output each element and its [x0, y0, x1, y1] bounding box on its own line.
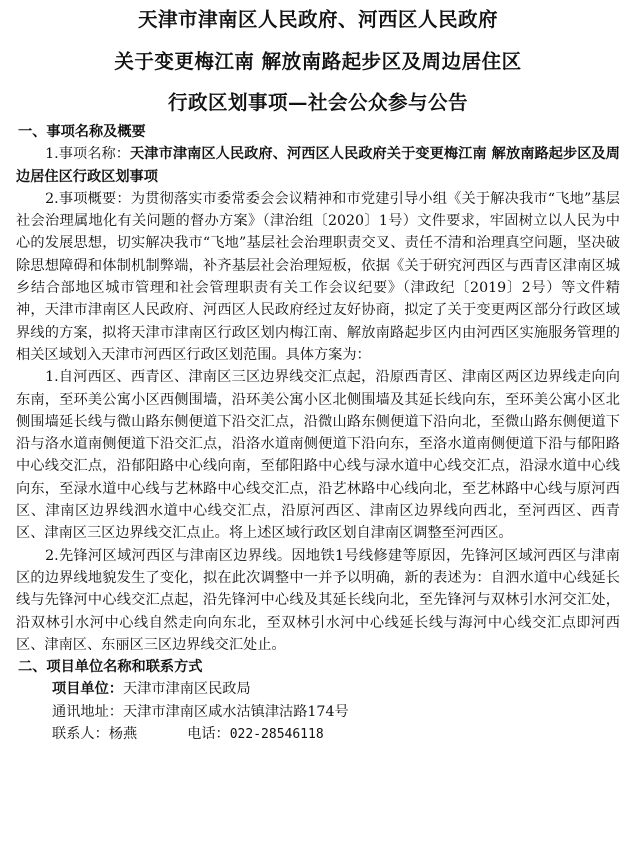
title-line-3: 行政区划事项—社会公众参与公告: [167, 91, 468, 114]
contact-person-label: 联系人：: [52, 726, 109, 743]
section-1-heading: 一、事项名称及概要: [18, 124, 146, 140]
title-line-2: 关于变更梅江南 解放南路起步区及周边居住区: [114, 50, 522, 73]
plan-point-2: 2.先锋河区域河西区与津南区边界线。因地铁1号线修建等原因，先锋河区域河西区与津南区的边界线地貌发生了变化，拟在此次调整中一并予以明确，新的表述为：自泗水道中心线延长线与先锋河中心线交汇点起，沿先锋河中心线及其延长线向北，至先锋河与双林引水河交汇处，沿双林引水河中心线自然走向向东北，至双林引水河中心线延长线与海河中心线交汇点即河西区、津南区、东丽区三区边界线交汇处止。: [16, 547, 620, 653]
address-line: [16, 701, 620, 723]
address-label: 通讯地址：: [52, 703, 123, 720]
phone-label: 电话：: [187, 726, 230, 743]
notice-body: [16, 121, 620, 746]
section-2-heading: 二、项目单位名称和联系方式: [18, 659, 203, 676]
project-unit-label: 项目单位：: [52, 681, 123, 698]
item-1-paragraph: [16, 143, 620, 188]
item-2-paragraph: 2.事项概要：为贯彻落实市委常委会会议精神和市党建引导小组《关于解决我市“飞地”基层社会治理属地化有关问题的督办方案》（津治组〔2020〕1号）文件要求，牢固树立以人民为中心的发展思想，切实解决我市“飞地”基层社会治理职责交叉、责任不清和治理真空问题，坚决破除思想障碍和体制机制弊端，补齐基层社会治理短板，依据《关于研究河西区与西青区津南区城乡结合部地区城市管理和社会管理职责有关工作会议纪要》（津政纪〔2019〕2号）等文件精神，天津市津南区人民政府、河西区人民政府经过友好协商，拟定了关于变更两区部分行政区域界线的方案，拟将天津市津南区行政区划内梅江南、解放南路起步区内由河西区实施服务管理的相关区域划入天津市河西区行政区划范围。具体方案为：: [16, 190, 620, 363]
contact-line: [16, 723, 620, 746]
project-unit-line: [16, 678, 620, 700]
title-line-1: 天津市津南区人民政府、河西区人民政府: [137, 8, 498, 31]
item-1-label: 1.事项名称：: [45, 146, 131, 163]
phone-value: 022-28546118: [229, 727, 324, 743]
project-unit-value: 天津市津南区民政局: [122, 681, 251, 698]
address-value: 天津市津南区咸水沽镇津沽路174号: [122, 703, 349, 720]
contact-person-value: 杨燕: [108, 726, 138, 743]
plan-point-1: 1.自河西区、西青区、津南区三区边界线交汇点起，沿原西青区、津南区两区边界线走向向东南，至环美公寓小区西侧围墙，沿环美公寓小区北侧围墙及其延长线向东，至环美公寓小区北侧围墙延长线与微山路东侧便道下沿交汇点，沿微山路东侧便道下沿向北，至微山路东侧便道下沿与洛水道南侧便道下沿交汇点，沿洛水道南侧便道下沿向东，至洛水道南侧便道下沿与郁阳路中心线交汇点，沿郁阳路中心线向南，至郁阳路中心线与渌水道中心线交汇点，沿渌水道中心线向东，至渌水道中心线与艺林路中心线交汇点，沿艺林路中心线向北，至艺林路中心线与原河西区、津南区边界线泗水道中心线交汇点，沿原河西区、津南区边界线向西北，至河西区、西青区、津南区三区边界线交汇点止。将上述区域行政区划自津南区调整至河西区。: [16, 369, 620, 542]
item-1-text: 天津市津南区人民政府、河西区人民政府关于变更梅江南 解放南路起步区及周边居住区行政区划事项: [16, 146, 620, 185]
